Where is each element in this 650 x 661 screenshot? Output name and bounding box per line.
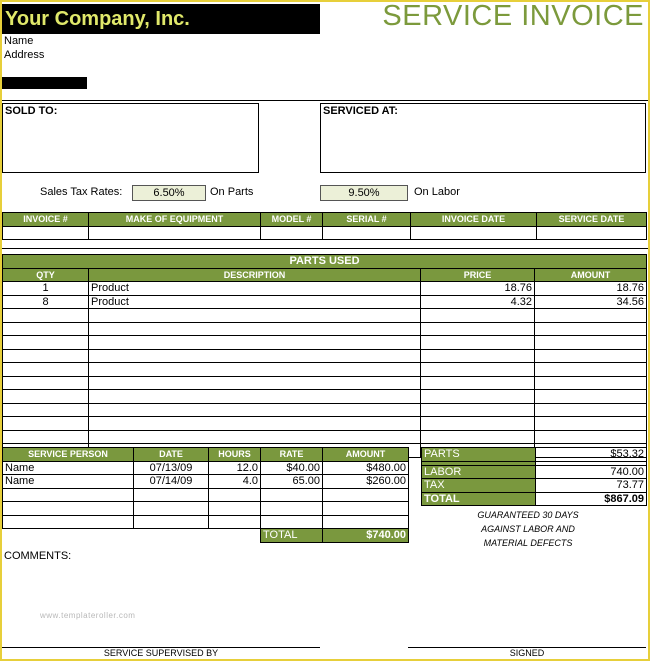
make-cell[interactable] [89,226,261,240]
description-cell[interactable] [89,349,421,363]
price-cell[interactable] [421,390,535,404]
serial-cell[interactable] [323,226,411,240]
company-name: Your Company, Inc. [2,4,320,34]
hours-cell[interactable] [209,502,261,516]
summary-tax-label: TAX [422,479,536,493]
rate-cell[interactable] [261,488,323,502]
col-invoice-number: INVOICE # [3,213,89,227]
price-cell[interactable] [421,363,535,377]
name-field: Name [4,35,34,47]
labor-amount-cell[interactable]: $260.00 [323,475,409,489]
col-serial-number: SERIAL # [323,213,411,227]
table-row [3,376,647,390]
qty-cell[interactable] [3,309,89,323]
price-cell[interactable] [421,430,535,444]
summary-parts-label: PARTS [422,448,536,462]
hours-cell[interactable] [209,488,261,502]
model-cell[interactable] [261,226,323,240]
qty-cell[interactable] [3,322,89,336]
description-cell[interactable] [89,363,421,377]
table-row [3,515,409,529]
price-cell[interactable]: 4.32 [421,295,535,309]
signed-label: SIGNED [509,648,545,658]
description-cell[interactable]: Product [89,295,421,309]
qty-cell[interactable] [3,403,89,417]
amount-cell[interactable]: 34.56 [535,295,647,309]
price-cell[interactable] [421,336,535,350]
description-cell[interactable] [89,403,421,417]
price-cell[interactable] [421,322,535,336]
amount-cell[interactable]: 18.76 [535,282,647,296]
qty-cell[interactable]: 8 [3,295,89,309]
table-row [3,403,647,417]
labor-table [2,447,409,543]
col-model-number: MODEL # [261,213,323,227]
amount-cell[interactable] [535,430,647,444]
on-labor-label: On Labor [414,186,460,198]
parts-tax-rate[interactable]: 6.50% [132,185,206,201]
col-make-of-equipment: MAKE OF EQUIPMENT [89,213,261,227]
service-person-cell[interactable]: Name [3,461,134,475]
description-cell[interactable] [89,417,421,431]
table-row [3,309,647,323]
invoice-date-cell[interactable] [411,226,537,240]
labor-total-label: TOTAL [261,529,323,543]
col-labor-amount: AMOUNT [323,448,409,462]
summary-total-value: $867.09 [536,492,647,506]
labor-amount-cell[interactable] [323,488,409,502]
on-parts-label: On Parts [210,186,254,198]
sold-to-label: SOLD TO: [5,105,58,117]
labor-tax-rate[interactable]: 9.50% [320,185,408,201]
labor-amount-cell[interactable]: $480.00 [323,461,409,475]
summary-table [421,447,647,506]
amount-cell[interactable] [535,349,647,363]
col-rate: RATE [261,448,323,462]
date-cell[interactable]: 07/13/09 [134,461,209,475]
watermark: www.templateroller.com [40,611,136,620]
qty-cell[interactable] [3,363,89,377]
table-row [3,430,647,444]
date-cell[interactable] [134,515,209,529]
invoice-number-cell[interactable] [3,226,89,240]
summary-tax-value: 73.77 [536,479,647,493]
table-row [3,295,647,309]
summary-labor-label: LABOR [422,465,536,479]
parts-used-title: PARTS USED [3,255,647,269]
amount-cell[interactable] [535,322,647,336]
rate-cell[interactable]: $40.00 [261,461,323,475]
description-cell[interactable] [89,322,421,336]
rate-cell[interactable] [261,502,323,516]
invoice-info-table [2,212,647,240]
table-row [3,390,647,404]
table-row [3,322,647,336]
amount-cell[interactable] [535,417,647,431]
address-field: Address [4,49,45,61]
summary-labor-value: 740.00 [536,465,647,479]
price-cell[interactable]: 18.76 [421,282,535,296]
hours-cell[interactable] [209,515,261,529]
price-cell[interactable] [421,403,535,417]
col-service-person: SERVICE PERSON [3,448,134,462]
col-invoice-date: INVOICE DATE [411,213,537,227]
col-amount: AMOUNT [535,268,647,282]
table-row [3,363,647,377]
service-person-cell[interactable] [3,515,134,529]
guarantee-line-3: MATERIAL DEFECTS [483,538,573,548]
summary-parts-value: $53.32 [536,448,647,462]
qty-cell[interactable] [3,390,89,404]
sold-to-box[interactable] [2,103,259,173]
qty-cell[interactable] [3,430,89,444]
redacted-bar [2,77,87,89]
supervised-by-label: SERVICE SUPERVISED BY [103,648,219,658]
table-row [3,282,647,296]
qty-cell[interactable] [3,376,89,390]
summary-total-label: TOTAL [422,492,536,506]
date-cell[interactable] [134,488,209,502]
col-hours: HOURS [209,448,261,462]
date-cell[interactable] [134,502,209,516]
table-row [3,349,647,363]
price-cell[interactable] [421,376,535,390]
col-service-date: SERVICE DATE [537,213,647,227]
divider [2,100,648,101]
service-date-cell[interactable] [537,226,647,240]
qty-cell[interactable] [3,336,89,350]
amount-cell[interactable] [535,376,647,390]
date-cell[interactable]: 07/14/09 [134,475,209,489]
divider [2,248,648,249]
table-row [3,488,409,502]
service-person-cell[interactable] [3,488,134,502]
table-row [3,461,409,475]
parts-table [2,254,647,458]
guarantee-line-1: GUARANTEED 30 DAYS [477,510,579,520]
hours-cell[interactable]: 4.0 [209,475,261,489]
comments-label: COMMENTS: [4,550,72,562]
service-person-cell[interactable]: Name [3,475,134,489]
amount-cell[interactable] [535,309,647,323]
sales-tax-label: Sales Tax Rates: [40,186,123,198]
amount-cell[interactable] [535,403,647,417]
amount-cell[interactable] [535,390,647,404]
col-date: DATE [134,448,209,462]
labor-amount-cell[interactable] [323,502,409,516]
col-price: PRICE [421,268,535,282]
serviced-at-box[interactable] [320,103,646,173]
price-cell[interactable] [421,349,535,363]
qty-cell[interactable] [3,417,89,431]
col-description: DESCRIPTION [89,268,421,282]
service-person-cell[interactable] [3,502,134,516]
document-title: SERVICE INVOICE [382,0,644,32]
description-cell[interactable] [89,430,421,444]
hours-cell[interactable]: 12.0 [209,461,261,475]
description-cell[interactable] [89,336,421,350]
description-cell[interactable] [89,309,421,323]
labor-amount-cell[interactable] [323,515,409,529]
price-cell[interactable] [421,417,535,431]
labor-total-value: $740.00 [323,529,409,543]
table-row [3,336,647,350]
qty-cell[interactable]: 1 [3,282,89,296]
qty-cell[interactable] [3,349,89,363]
amount-cell[interactable] [535,336,647,350]
price-cell[interactable] [421,309,535,323]
col-qty: QTY [3,268,89,282]
table-row [3,475,409,489]
guarantee-line-2: AGAINST LABOR AND [481,524,575,534]
description-cell[interactable]: Product [89,282,421,296]
amount-cell[interactable] [535,363,647,377]
rate-cell[interactable] [261,515,323,529]
table-row [3,417,647,431]
description-cell[interactable] [89,376,421,390]
serviced-at-label: SERVICED AT: [323,105,398,117]
rate-cell[interactable]: 65.00 [261,475,323,489]
table-row [3,502,409,516]
description-cell[interactable] [89,390,421,404]
